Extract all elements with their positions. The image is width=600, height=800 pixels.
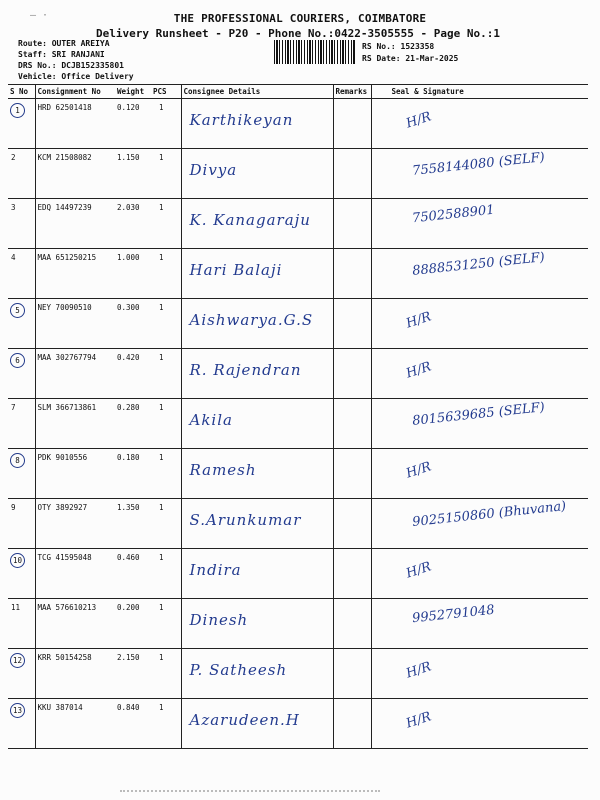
cell-consignment: KCM 21508082 — [35, 149, 115, 199]
cell-weight: 0.420 — [115, 349, 151, 399]
cell-seal-signature — [371, 399, 588, 449]
cell-consignment: NEY 70090510 — [35, 299, 115, 349]
sno-circle: 13 — [10, 703, 25, 718]
barcode — [274, 40, 356, 64]
cell-seal-signature — [371, 549, 588, 599]
table-row — [8, 99, 588, 149]
cell-sno — [8, 599, 35, 649]
col-remarks: Remarks — [333, 85, 371, 99]
scribble-mark: – · — [30, 10, 49, 21]
cell-seal-signature — [371, 199, 588, 249]
cell-consignment: TCG 41595048 — [35, 549, 115, 599]
cell-pcs: 1 — [151, 199, 181, 249]
cell-consignment: SLM 366713861 — [35, 399, 115, 449]
company-title: THE PROFESSIONAL COURIERS, COIMBATORE — [173, 12, 427, 25]
cell-consignee: Indira — [181, 549, 333, 599]
cell-sno — [8, 399, 35, 449]
cell-seal-signature — [371, 99, 588, 149]
cell-pcs: 1 — [151, 549, 181, 599]
table-row — [8, 399, 588, 449]
col-consignment: Consignment No — [35, 85, 115, 99]
cell-sno — [8, 649, 35, 699]
cell-consignee: K. Kanagaraju — [181, 199, 333, 249]
sno-circle: 1 — [10, 103, 25, 118]
signature-text: 9025150860 (Bhuvana) — [411, 498, 567, 531]
signature-text: H/R — [403, 459, 433, 482]
table-header-row — [8, 85, 588, 99]
sno-text: 9 — [11, 503, 16, 512]
cell-seal-signature — [371, 149, 588, 199]
cell-sno — [8, 499, 35, 549]
table-row — [8, 299, 588, 349]
cell-consignment: KRR 50154258 — [35, 649, 115, 699]
signature-text: 7558144080 (SELF) — [411, 150, 545, 179]
cell-consignment: EDQ 14497239 — [35, 199, 115, 249]
delivery-table — [8, 84, 588, 749]
cell-remarks — [333, 149, 371, 199]
cell-consignment: OTY 3892927 — [35, 499, 115, 549]
cell-consignee: Divya — [181, 149, 333, 199]
sno-circle: 10 — [10, 553, 25, 568]
sno-text: 7 — [11, 403, 16, 412]
vehicle-label: Vehicle: Office Delivery — [18, 72, 134, 81]
signature-text: 7502588901 — [410, 202, 495, 227]
cell-weight: 0.120 — [115, 99, 151, 149]
table-row — [8, 449, 588, 499]
signature-text: H/R — [403, 309, 433, 332]
cell-remarks — [333, 549, 371, 599]
runsheet-title: Delivery Runsheet - P20 - Phone No.:0422-3505555 - Page No.:1 — [96, 27, 500, 40]
sno-circle: 12 — [10, 653, 25, 668]
cell-remarks — [333, 99, 371, 149]
staff-label: Staff: SRI RANJANI — [18, 50, 105, 59]
cell-consignee: Akila — [181, 399, 333, 449]
cell-seal-signature — [371, 299, 588, 349]
cell-pcs: 1 — [151, 149, 181, 199]
cell-pcs: 1 — [151, 699, 181, 749]
route-label: Route: OUTER AREIYA — [18, 39, 110, 48]
cell-consignee: R. Rajendran — [181, 349, 333, 399]
cell-remarks — [333, 349, 371, 399]
cell-consignee: Aishwarya.G.S — [181, 299, 333, 349]
cell-consignment: PDK 9010556 — [35, 449, 115, 499]
cell-weight: 0.840 — [115, 699, 151, 749]
cell-weight: 2.150 — [115, 649, 151, 699]
sno-circle: 6 — [10, 353, 25, 368]
cell-pcs: 1 — [151, 649, 181, 699]
signature-text: 8015639685 (SELF) — [411, 400, 545, 429]
cell-remarks — [333, 449, 371, 499]
cell-weight: 1.000 — [115, 249, 151, 299]
table-row — [8, 249, 588, 299]
sno-circle: 8 — [10, 453, 25, 468]
cell-seal-signature — [371, 449, 588, 499]
signature-text: 9952791048 — [410, 602, 495, 627]
cell-remarks — [333, 199, 371, 249]
cell-remarks — [333, 699, 371, 749]
cell-consignee: P. Satheesh — [181, 649, 333, 699]
cell-consignee: Karthikeyan — [181, 99, 333, 149]
signature-text: H/R — [403, 109, 433, 132]
cell-sno — [8, 699, 35, 749]
cell-weight: 0.460 — [115, 549, 151, 599]
signature-text: H/R — [403, 559, 433, 582]
cell-weight: 0.180 — [115, 449, 151, 499]
cell-consignee: Azarudeen.H — [181, 699, 333, 749]
bottom-edge-marks — [120, 790, 380, 798]
cell-consignment: MAA 302767794 — [35, 349, 115, 399]
sno-circle: 5 — [10, 303, 25, 318]
cell-consignee: Dinesh — [181, 599, 333, 649]
cell-pcs: 1 — [151, 299, 181, 349]
cell-sno — [8, 249, 35, 299]
drs-label: DRS No.: DCJB152335801 — [18, 61, 124, 70]
table-row — [8, 699, 588, 749]
signature-text: H/R — [403, 359, 433, 382]
sno-text: 11 — [11, 603, 21, 612]
cell-seal-signature — [371, 699, 588, 749]
cell-weight: 0.300 — [115, 299, 151, 349]
table-row — [8, 499, 588, 549]
cell-remarks — [333, 249, 371, 299]
cell-pcs: 1 — [151, 499, 181, 549]
cell-pcs: 1 — [151, 399, 181, 449]
table-row — [8, 599, 588, 649]
signature-text: H/R — [403, 659, 433, 682]
cell-remarks — [333, 649, 371, 699]
cell-seal-signature — [371, 499, 588, 549]
col-seal: Seal & Signature — [371, 85, 588, 99]
cell-remarks — [333, 399, 371, 449]
cell-pcs: 1 — [151, 599, 181, 649]
cell-pcs: 1 — [151, 349, 181, 399]
cell-consignee: S.Arunkumar — [181, 499, 333, 549]
sno-text: 4 — [11, 253, 16, 262]
cell-remarks — [333, 299, 371, 349]
cell-seal-signature — [371, 599, 588, 649]
cell-pcs: 1 — [151, 249, 181, 299]
table-row — [8, 149, 588, 199]
table-row — [8, 199, 588, 249]
col-sno: S No — [8, 85, 35, 99]
cell-sno — [8, 299, 35, 349]
cell-consignee: Ramesh — [181, 449, 333, 499]
cell-weight: 1.350 — [115, 499, 151, 549]
cell-consignment: MAA 651250215 — [35, 249, 115, 299]
signature-text: H/R — [403, 709, 433, 732]
sno-text: 2 — [11, 153, 16, 162]
col-weight: Weight — [115, 85, 151, 99]
cell-sno — [8, 99, 35, 149]
col-pcs: PCS — [151, 85, 181, 99]
cell-consignee: Hari Balaji — [181, 249, 333, 299]
cell-sno — [8, 349, 35, 399]
cell-seal-signature — [371, 249, 588, 299]
rs-number: RS No.: 1523358 — [362, 42, 435, 51]
table-row — [8, 549, 588, 599]
col-consignee: Consignee Details — [181, 85, 333, 99]
table-row — [8, 349, 588, 399]
table-row — [8, 649, 588, 699]
cell-remarks — [333, 499, 371, 549]
sno-text: 3 — [11, 203, 16, 212]
signature-text: 8888531250 (SELF) — [411, 250, 545, 279]
cell-sno — [8, 199, 35, 249]
cell-consignment: KKU 387014 — [35, 699, 115, 749]
rs-date: RS Date: 21-Mar-2025 — [362, 54, 459, 63]
cell-weight: 2.030 — [115, 199, 151, 249]
cell-seal-signature — [371, 349, 588, 399]
cell-consignment: MAA 576610213 — [35, 599, 115, 649]
cell-weight: 0.280 — [115, 399, 151, 449]
cell-seal-signature — [371, 649, 588, 699]
cell-pcs: 1 — [151, 449, 181, 499]
cell-sno — [8, 149, 35, 199]
cell-pcs: 1 — [151, 99, 181, 149]
cell-weight: 1.150 — [115, 149, 151, 199]
cell-remarks — [333, 599, 371, 649]
cell-consignment: HRD 62501418 — [35, 99, 115, 149]
cell-sno — [8, 549, 35, 599]
cell-sno — [8, 449, 35, 499]
cell-weight: 0.200 — [115, 599, 151, 649]
